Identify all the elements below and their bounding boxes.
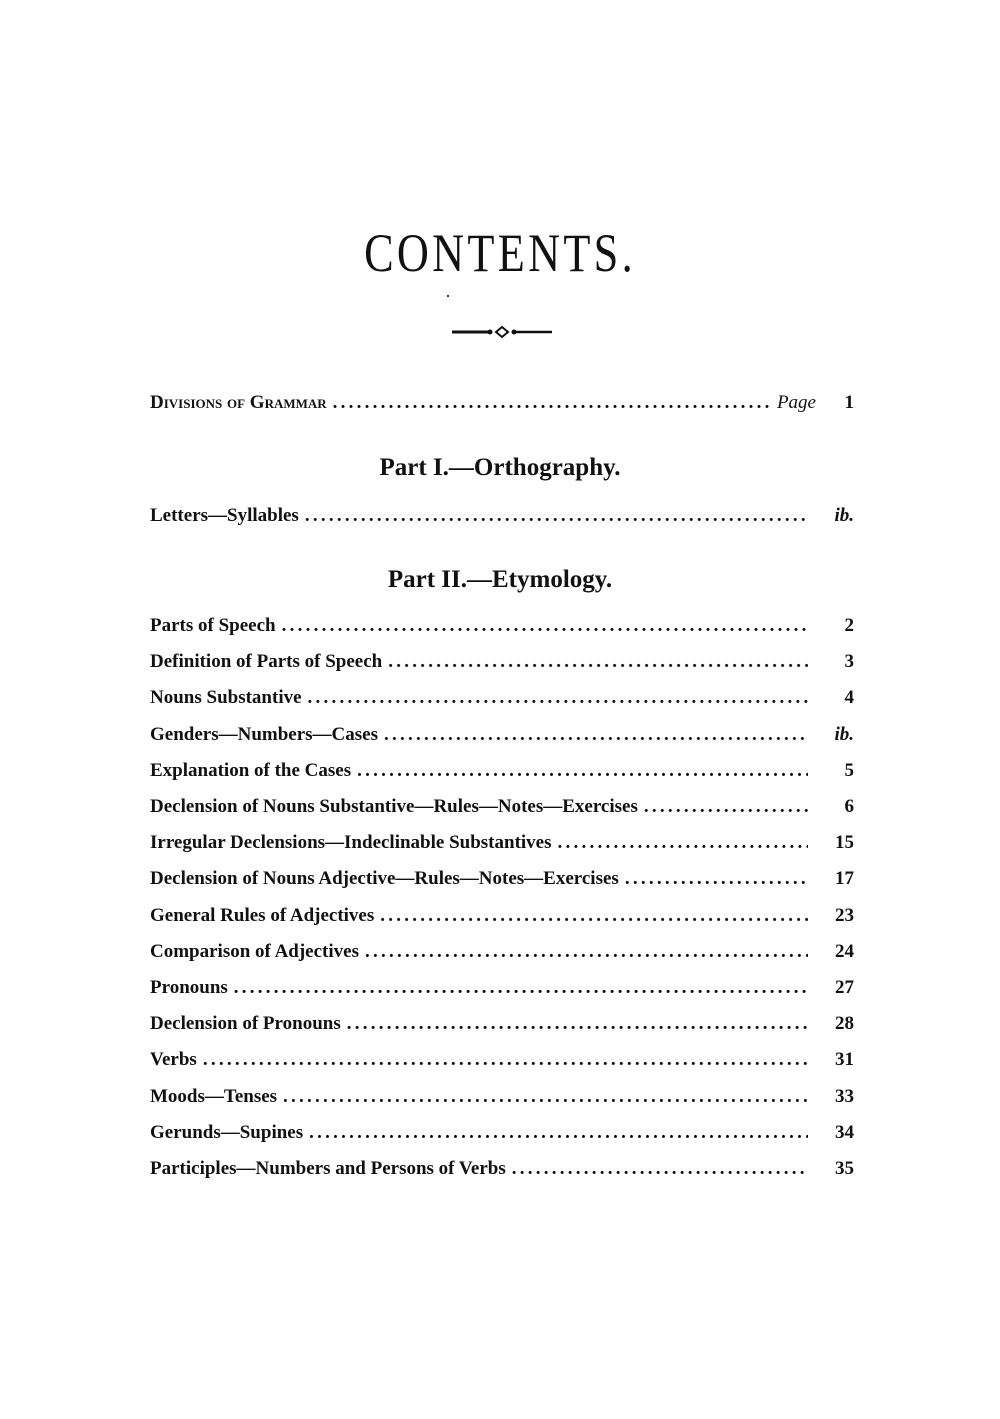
toc-entry[interactable] [150,796,854,824]
toc-entry-label: Declension of Nouns Substantive—Rules—Notes—Exercises [150,796,638,817]
toc-entry[interactable] [150,760,854,788]
toc-entry-label: Divisions of Grammar [150,392,327,413]
toc-entry-page: 4 [844,687,854,709]
toc-entry-page: 5 [844,759,854,781]
toc-entry-label: Moods—Tenses [150,1085,278,1107]
toc-entry[interactable] [150,1086,854,1114]
dot-leader [203,1049,808,1071]
print-speck [447,295,449,297]
dot-leader [388,651,808,673]
part-heading: Part I.—Orthography. [379,454,621,481]
toc-entry[interactable] [150,941,854,969]
toc-entry-page: 6 [844,796,854,817]
toc-entry-label: Parts of Speech [150,615,276,636]
toc-entry-page: 33 [835,1085,854,1107]
toc-entry-page: 1 [844,392,854,413]
toc-entry[interactable] [150,1122,854,1150]
toc-entry[interactable] [150,977,854,1005]
dot-leader [380,905,808,927]
toc-entry-label: Verbs [150,1049,197,1071]
toc-entry-label: Definition of Parts of Speech [150,651,383,673]
toc-entry-page: ib. [834,505,854,526]
toc-entry[interactable] [150,724,854,752]
dot-leader [283,1086,808,1108]
dot-leader [365,941,808,963]
toc-entry-page: 35 [835,1158,854,1179]
dot-leader [512,1158,808,1180]
dot-leader [357,760,808,782]
toc-entry-page: ib. [834,723,854,745]
toc-entry[interactable] [150,832,854,860]
toc-entry[interactable] [150,615,854,643]
toc-entry[interactable] [150,1158,854,1186]
toc-entry-page: 31 [835,1049,854,1071]
toc-entry-label: Declension of Nouns Adjective—Rules—Notes—Exercises [150,868,619,890]
toc-entry-label: Genders—Numbers—Cases [150,723,378,745]
toc-entry[interactable] [150,651,854,679]
toc-entry-page: 24 [835,940,854,962]
toc-entry[interactable] [150,687,854,715]
toc-entry-page: 27 [835,977,854,998]
toc-entry-page: 34 [835,1121,854,1143]
toc-entry-label: Declension of Pronouns [150,1013,341,1035]
toc-entry-page: 2 [844,615,854,636]
toc-entry-label: Letters—Syllables [150,505,299,526]
toc-entry-page: 23 [835,904,854,926]
dot-leader [384,724,808,746]
dot-leader [309,1122,808,1144]
toc-entry-label: Nouns Substantive [150,687,302,709]
toc-entry-page: 17 [835,868,854,890]
dot-leader [282,615,808,637]
toc-entry-page: 15 [835,832,854,854]
toc-entry-label: General Rules of Adjectives [150,904,375,926]
dot-leader [234,977,808,999]
dot-leader [644,796,808,818]
toc-entry[interactable] [150,1049,854,1077]
dot-leader [333,392,773,414]
page-word: Page [776,392,816,413]
toc-entry-page: 3 [844,651,854,673]
page-title: CONTENTS. [364,223,636,283]
toc-entry-label: Irregular Declensions—Indeclinable Substantives [150,832,552,854]
ornament-divider-icon [452,325,552,339]
toc-entry[interactable] [150,905,854,933]
toc-entry[interactable] [150,1013,854,1041]
toc-entry[interactable] [150,868,854,896]
toc-entry-label: Gerunds—Supines [150,1121,304,1143]
toc-entry-label: Pronouns [150,977,228,998]
dot-leader [308,687,808,709]
dot-leader [305,505,808,527]
toc-entry-label: Explanation of the Cases [150,759,352,781]
dot-leader [558,832,808,854]
dot-leader [625,868,808,890]
toc-entry-divisions[interactable] [150,392,854,420]
toc-entry[interactable] [150,505,854,533]
dot-leader [347,1013,808,1035]
toc-entry-page: 28 [835,1013,854,1035]
toc-entry-label: Participles—Numbers and Persons of Verbs [150,1158,506,1179]
toc-entry-label: Comparison of Adjectives [150,940,359,962]
part-heading: Part II.—Etymology. [387,566,613,593]
